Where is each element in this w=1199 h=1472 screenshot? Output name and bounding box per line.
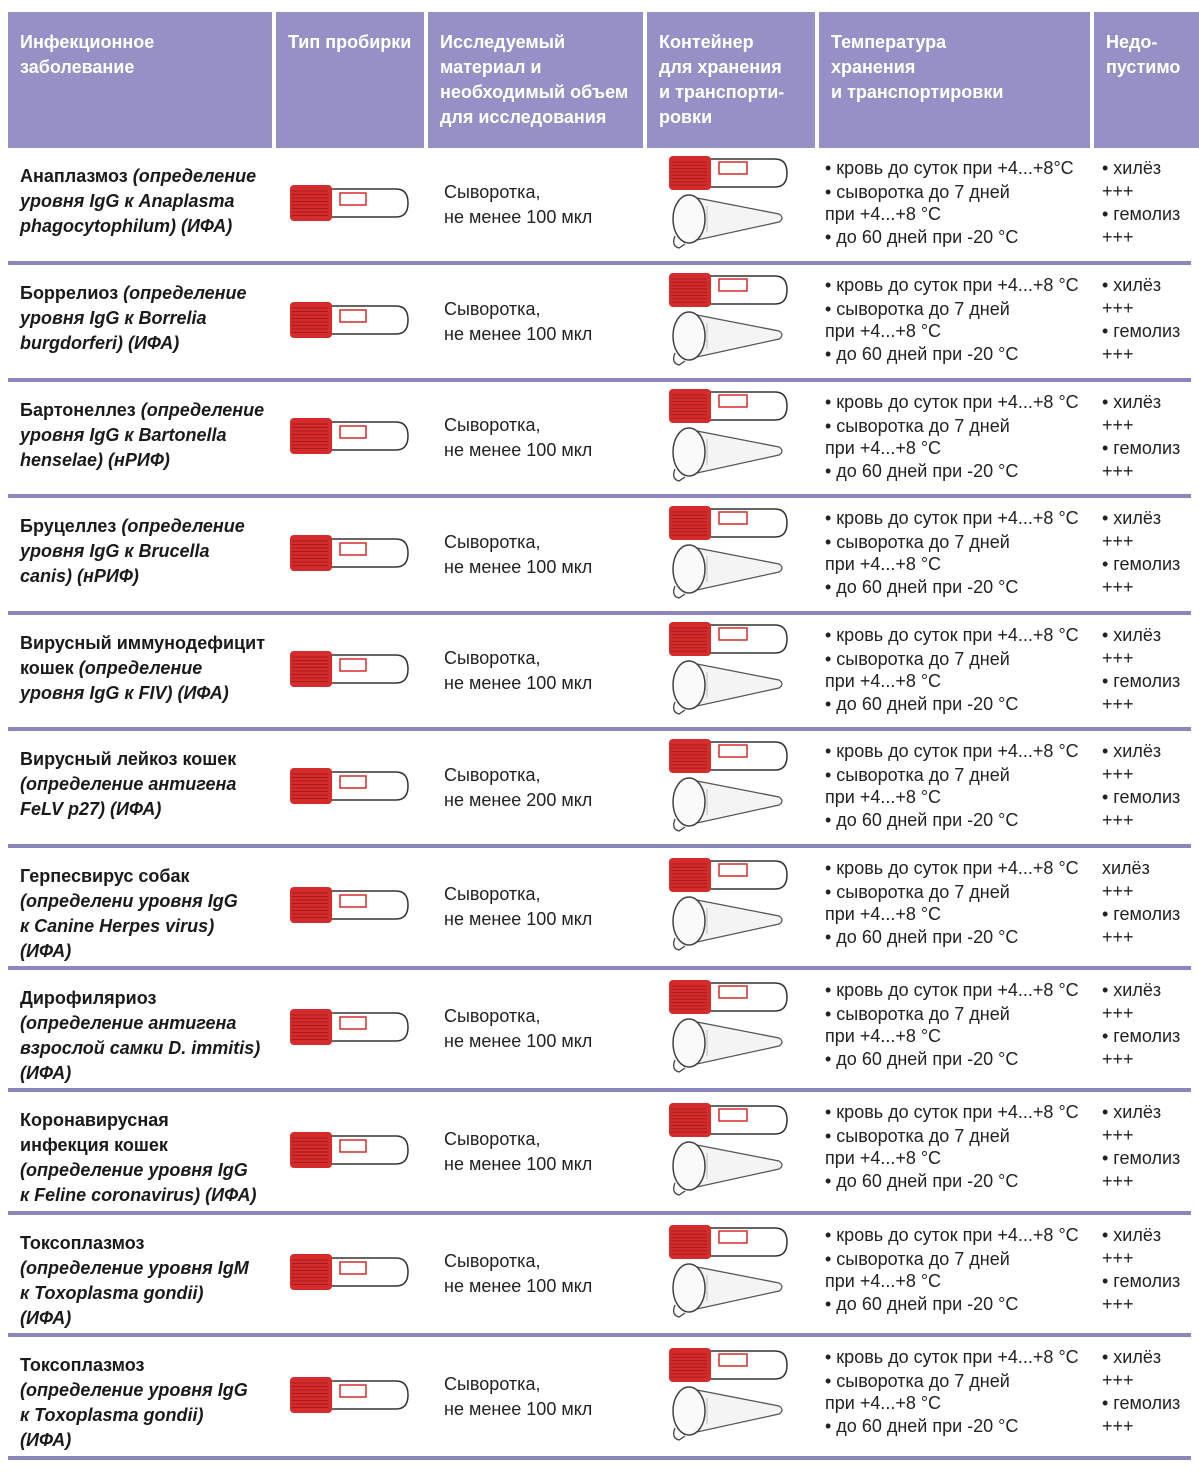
- forbidden-line: • гемолиз: [1102, 204, 1181, 224]
- forbidden-line: • хилёз: [1102, 1347, 1162, 1367]
- disease-detail: phagocytophilum) (ИФА): [20, 216, 233, 236]
- forbidden-line: • хилёз: [1102, 1102, 1162, 1122]
- red-cap-tube-icon: [288, 766, 412, 811]
- table-row: [8, 265, 1191, 382]
- material-cell: Сыворотка, не менее 100 мкл: [444, 181, 593, 227]
- forbidden-line: • гемолиз: [1102, 1148, 1181, 1168]
- disease-detail: к Canine Herpes virus): [20, 916, 215, 936]
- disease-name: Дирофиляриоз: [20, 988, 157, 1008]
- disease-cell: [8, 731, 272, 844]
- forbidden-line: • хилёз: [1102, 392, 1162, 412]
- disease-detail: (ИФА): [20, 1308, 72, 1328]
- temperature-line: при +4...+8 °C: [825, 321, 942, 341]
- red-cap-tube-icon: [288, 1007, 412, 1052]
- forbidden-line: • хилёз: [1102, 275, 1162, 295]
- forbidden-cell: [1094, 1337, 1199, 1456]
- material-cell: Сыворотка, не менее 100 мкл: [444, 1006, 593, 1051]
- disease-cell: [8, 1215, 272, 1333]
- disease-cell: [8, 498, 272, 611]
- temperature-cell: [819, 970, 1090, 1088]
- forbidden-line: +++: [1102, 415, 1134, 435]
- temperature-line: • кровь до суток при +4...+8 °C: [825, 1347, 1079, 1367]
- temperature-cell: [819, 382, 1090, 494]
- temperature-line: • сыворотка до 7 дней: [825, 1004, 1010, 1024]
- red-cap-tube-icon: [288, 416, 412, 461]
- forbidden-line: +++: [1102, 1248, 1134, 1268]
- table-row: [8, 615, 1191, 731]
- tube-cell: [276, 615, 424, 727]
- disease-name: Боррелиоз: [20, 283, 124, 303]
- disease-cell: [8, 148, 272, 261]
- container-cell: [647, 382, 815, 494]
- disease-name: Токсоплазмоз: [20, 1233, 145, 1253]
- temperature-line: при +4...+8 °C: [825, 904, 942, 924]
- forbidden-line: +++: [1102, 344, 1134, 364]
- forbidden-cell: [1094, 848, 1199, 966]
- forbidden-cell: [1094, 498, 1199, 611]
- temperature-line: • сыворотка до 7 дней: [825, 299, 1010, 319]
- tube-cell: [276, 1215, 424, 1333]
- forbidden-line: • гемолиз: [1102, 904, 1181, 924]
- temperature-line: • сыворотка до 7 дней: [825, 182, 1010, 202]
- forbidden-line: +++: [1102, 1125, 1134, 1145]
- disease-detail: уровня IgG к FIV) (ИФА): [20, 683, 229, 703]
- red-cap-tube-icon: [288, 885, 412, 930]
- disease-detail: henselae) (нРИФ): [20, 450, 170, 470]
- disease-cell: [8, 382, 272, 494]
- forbidden-line: • хилёз: [1102, 508, 1162, 528]
- temperature-line: • до 60 дней при -20 °C: [825, 577, 1019, 597]
- disease-detail: уровня IgG к Borrelia: [20, 308, 207, 328]
- container-cell: [647, 1215, 815, 1333]
- forbidden-line: хилёз: [1102, 858, 1150, 878]
- container-cell: [647, 148, 815, 261]
- temperature-line: • кровь до суток при +4...+8 °C: [825, 1102, 1079, 1122]
- material-cell: Сыворотка, не менее 100 мкл: [444, 415, 593, 460]
- tube-and-eppendorf-icon: [667, 739, 791, 838]
- forbidden-line: +++: [1102, 764, 1134, 784]
- temperature-line: • кровь до суток при +4...+8 °C: [825, 980, 1079, 1000]
- forbidden-line: +++: [1102, 1003, 1134, 1023]
- temperature-line: • сыворотка до 7 дней: [825, 765, 1010, 785]
- temperature-line: • сыворотка до 7 дней: [825, 1371, 1010, 1391]
- forbidden-line: +++: [1102, 1049, 1134, 1069]
- red-cap-tube-icon: [288, 1375, 412, 1420]
- forbidden-line: +++: [1102, 694, 1134, 714]
- material-cell: Сыворотка, не менее 100 мкл: [444, 1128, 593, 1174]
- temperature-line: • кровь до суток при +4...+8 °C: [825, 508, 1079, 528]
- forbidden-line: • хилёз: [1102, 1225, 1162, 1245]
- temperature-cell: [819, 731, 1090, 844]
- material-cell: Сыворотка, не менее 100 мкл: [444, 648, 593, 693]
- tube-and-eppendorf-icon: [667, 622, 791, 721]
- forbidden-line: +++: [1102, 1370, 1134, 1390]
- disease-detail: (определение: [123, 283, 247, 303]
- disease-detail: (ИФА): [20, 941, 72, 961]
- material-cell: Сыворотка, не менее 200 мкл: [444, 764, 593, 810]
- container-cell: [647, 615, 815, 727]
- disease-detail: взрослой самки D. immitis): [20, 1038, 261, 1058]
- temperature-line: • до 60 дней при -20 °C: [825, 927, 1019, 947]
- forbidden-line: • гемолиз: [1102, 787, 1181, 807]
- container-cell: [647, 498, 815, 611]
- forbidden-line: +++: [1102, 1171, 1134, 1191]
- temperature-line: • до 60 дней при -20 °C: [825, 1294, 1019, 1314]
- temperature-line: • до 60 дней при -20 °C: [825, 344, 1019, 364]
- forbidden-cell: [1094, 1092, 1199, 1211]
- header-container: Контейнер для хранения и транспорти- ровки: [647, 12, 815, 148]
- disease-name: инфекция кошек: [20, 1135, 168, 1155]
- forbidden-cell: [1094, 265, 1199, 378]
- tube-cell: [276, 382, 424, 494]
- temperature-line: при +4...+8 °C: [825, 1026, 942, 1046]
- disease-cell: [8, 265, 272, 378]
- tube-cell: [276, 1092, 424, 1211]
- temperature-line: • до 60 дней при -20 °C: [825, 1049, 1019, 1069]
- tube-cell: [276, 498, 424, 611]
- header-temperature: Температура хранения и транспортировки: [819, 12, 1090, 148]
- disease-name: Коронавирусная: [20, 1110, 169, 1130]
- table-row: [8, 848, 1191, 970]
- disease-detail: уровня IgG к Bartonella: [20, 425, 227, 445]
- disease-cell: [8, 615, 272, 727]
- forbidden-line: • гемолиз: [1102, 1393, 1181, 1413]
- temperature-line: • сыворотка до 7 дней: [825, 532, 1010, 552]
- forbidden-line: • гемолиз: [1102, 554, 1181, 574]
- temperature-line: при +4...+8 °C: [825, 1148, 942, 1168]
- table-body: [8, 148, 1191, 1460]
- tube-cell: [276, 1337, 424, 1456]
- disease-detail: (ИФА): [20, 1063, 72, 1083]
- forbidden-line: +++: [1102, 1416, 1134, 1436]
- disease-name: Вирусный иммунодефицит: [20, 633, 266, 653]
- temperature-cell: [819, 615, 1090, 727]
- temperature-line: • кровь до суток при +4...+8 °C: [825, 858, 1079, 878]
- forbidden-cell: [1094, 970, 1199, 1088]
- material-cell: Сыворотка, не менее 100 мкл: [444, 531, 593, 577]
- table-row: [8, 970, 1191, 1092]
- temperature-line: • до 60 дней при -20 °C: [825, 810, 1019, 830]
- disease-name: Бартонеллез: [20, 400, 141, 420]
- forbidden-line: +++: [1102, 298, 1134, 318]
- forbidden-line: +++: [1102, 531, 1134, 551]
- container-cell: [647, 970, 815, 1088]
- temperature-cell: [819, 148, 1090, 261]
- temperature-line: • кровь до суток при +4...+8 °C: [825, 625, 1079, 645]
- temperature-line: • до 60 дней при -20 °C: [825, 461, 1019, 481]
- forbidden-cell: [1094, 148, 1199, 261]
- temperature-line: • кровь до суток при +4...+8 °C: [825, 392, 1079, 412]
- table-row: [8, 1215, 1191, 1337]
- disease-detail: FeLV p27) (ИФА): [20, 799, 162, 819]
- tube-and-eppendorf-icon: [667, 1225, 791, 1324]
- header-forbidden: Недо- пустимо: [1094, 12, 1199, 148]
- disease-detail: к Toxoplasma gondii): [20, 1405, 204, 1425]
- material-cell: Сыворотка, не менее 100 мкл: [444, 884, 593, 929]
- table-row: [8, 1337, 1191, 1460]
- temperature-line: при +4...+8 °C: [825, 787, 942, 807]
- disease-cell: [8, 970, 272, 1088]
- disease-name: Анаплазмоз: [20, 166, 133, 186]
- analysis-table: [8, 12, 1191, 1460]
- forbidden-line: +++: [1102, 927, 1134, 947]
- temperature-cell: [819, 1337, 1090, 1456]
- temperature-line: • до 60 дней при -20 °C: [825, 1171, 1019, 1191]
- container-cell: [647, 848, 815, 966]
- disease-cell: [8, 1337, 272, 1456]
- disease-detail: к Toxoplasma gondii): [20, 1283, 204, 1303]
- forbidden-cell: [1094, 1215, 1199, 1333]
- table-row: [8, 148, 1191, 265]
- disease-detail: (определение антигена: [20, 1013, 237, 1033]
- red-cap-tube-icon: [288, 1252, 412, 1297]
- forbidden-line: +++: [1102, 648, 1134, 668]
- temperature-line: при +4...+8 °C: [825, 671, 942, 691]
- temperature-line: • сыворотка до 7 дней: [825, 649, 1010, 669]
- red-cap-tube-icon: [288, 533, 412, 578]
- container-cell: [647, 265, 815, 378]
- header-disease: Инфекционное заболевание: [8, 12, 272, 148]
- tube-cell: [276, 148, 424, 261]
- temperature-line: • до 60 дней при -20 °C: [825, 227, 1019, 247]
- temperature-line: • сыворотка до 7 дней: [825, 1249, 1010, 1269]
- temperature-line: • до 60 дней при -20 °C: [825, 694, 1019, 714]
- container-cell: [647, 1337, 815, 1456]
- header-tube-type: Тип пробирки: [276, 12, 424, 148]
- table-row: [8, 1092, 1191, 1215]
- forbidden-cell: [1094, 615, 1199, 727]
- tube-cell: [276, 265, 424, 378]
- forbidden-line: +++: [1102, 577, 1134, 597]
- material-cell: Сыворотка, не менее 100 мкл: [444, 1251, 593, 1296]
- forbidden-line: • гемолиз: [1102, 671, 1181, 691]
- temperature-line: при +4...+8 °C: [825, 438, 942, 458]
- forbidden-cell: [1094, 731, 1199, 844]
- temperature-line: • сыворотка до 7 дней: [825, 1126, 1010, 1146]
- tube-and-eppendorf-icon: [667, 858, 791, 957]
- temperature-line: • кровь до суток при +4...+8 °C: [825, 1225, 1079, 1245]
- disease-detail: (определение: [121, 516, 245, 536]
- disease-detail: (определение антигена: [20, 774, 237, 794]
- tube-and-eppendorf-icon: [667, 1348, 791, 1447]
- container-cell: [647, 731, 815, 844]
- disease-detail: (определение уровня IgG: [20, 1160, 248, 1180]
- forbidden-line: +++: [1102, 227, 1134, 247]
- disease-detail: (определение уровня IgM: [20, 1258, 249, 1278]
- tube-and-eppendorf-icon: [667, 156, 791, 255]
- forbidden-line: • гемолиз: [1102, 1271, 1181, 1291]
- disease-detail: (ИФА): [20, 1430, 72, 1450]
- forbidden-line: +++: [1102, 1294, 1134, 1314]
- red-cap-tube-icon: [288, 1130, 412, 1175]
- table-header: [8, 12, 1191, 148]
- temperature-line: • кровь до суток при +4...+8 °C: [825, 741, 1079, 761]
- temperature-line: при +4...+8 °C: [825, 1393, 942, 1413]
- material-cell: Сыворотка, не менее 100 мкл: [444, 298, 593, 344]
- tube-and-eppendorf-icon: [667, 389, 791, 488]
- tube-and-eppendorf-icon: [667, 980, 791, 1079]
- forbidden-line: • гемолиз: [1102, 1026, 1181, 1046]
- disease-detail: уровня IgG к Brucella: [20, 541, 210, 561]
- table-row: [8, 731, 1191, 848]
- temperature-line: при +4...+8 °C: [825, 204, 942, 224]
- temperature-line: • сыворотка до 7 дней: [825, 882, 1010, 902]
- forbidden-line: • хилёз: [1102, 980, 1162, 1000]
- disease-name: Герпесвирус собак: [20, 866, 190, 886]
- temperature-line: • кровь до суток при +4...+8°C: [825, 158, 1074, 178]
- disease-detail: (определение: [140, 400, 265, 420]
- temperature-line: • сыворотка до 7 дней: [825, 416, 1010, 436]
- header-material: Исследуемый материал и необходимый объем для исследования: [428, 12, 643, 148]
- disease-cell: [8, 848, 272, 966]
- red-cap-tube-icon: [288, 300, 412, 345]
- table-row: [8, 498, 1191, 615]
- temperature-line: при +4...+8 °C: [825, 1271, 942, 1291]
- temperature-line: • до 60 дней при -20 °C: [825, 1416, 1019, 1436]
- forbidden-line: +++: [1102, 881, 1134, 901]
- table-row: [8, 382, 1191, 498]
- forbidden-cell: [1094, 382, 1199, 494]
- forbidden-line: • гемолиз: [1102, 321, 1181, 341]
- disease-name: Вирусный лейкоз кошек: [20, 749, 237, 769]
- forbidden-line: • хилёз: [1102, 158, 1162, 178]
- disease-detail: (определение: [132, 166, 257, 186]
- forbidden-line: +++: [1102, 810, 1134, 830]
- disease-detail: burgdorferi) (ИФА): [20, 333, 180, 353]
- disease-name: Токсоплазмоз: [20, 1355, 145, 1375]
- disease-name: Бруцеллез: [20, 516, 122, 536]
- temperature-cell: [819, 848, 1090, 966]
- temperature-cell: [819, 265, 1090, 378]
- material-cell: Сыворотка, не менее 100 мкл: [444, 1373, 593, 1419]
- tube-cell: [276, 731, 424, 844]
- disease-detail: (определени уровня IgG: [20, 891, 238, 911]
- temperature-line: при +4...+8 °C: [825, 554, 942, 574]
- forbidden-line: +++: [1102, 181, 1134, 201]
- tube-cell: [276, 970, 424, 1088]
- container-cell: [647, 1092, 815, 1211]
- tube-and-eppendorf-icon: [667, 1103, 791, 1202]
- forbidden-line: +++: [1102, 461, 1134, 481]
- disease-detail: к Feline coronavirus) (ИФА): [20, 1185, 257, 1205]
- forbidden-line: • гемолиз: [1102, 438, 1181, 458]
- disease-detail: уровня IgG к Anaplasma: [20, 191, 235, 211]
- tube-cell: [276, 848, 424, 966]
- red-cap-tube-icon: [288, 183, 412, 228]
- disease-detail: (определение: [78, 658, 203, 678]
- temperature-cell: [819, 1092, 1090, 1211]
- tube-and-eppendorf-icon: [667, 506, 791, 605]
- disease-detail: canis) (нРИФ): [20, 566, 139, 586]
- temperature-cell: [819, 1215, 1090, 1333]
- forbidden-line: • хилёз: [1102, 741, 1162, 761]
- forbidden-line: • хилёз: [1102, 625, 1162, 645]
- temperature-line: • кровь до суток при +4...+8 °C: [825, 275, 1079, 295]
- temperature-cell: [819, 498, 1090, 611]
- disease-detail: (определение уровня IgG: [20, 1380, 248, 1400]
- red-cap-tube-icon: [288, 649, 412, 694]
- tube-and-eppendorf-icon: [667, 273, 791, 372]
- disease-cell: [8, 1092, 272, 1211]
- disease-name: кошек: [20, 658, 79, 678]
